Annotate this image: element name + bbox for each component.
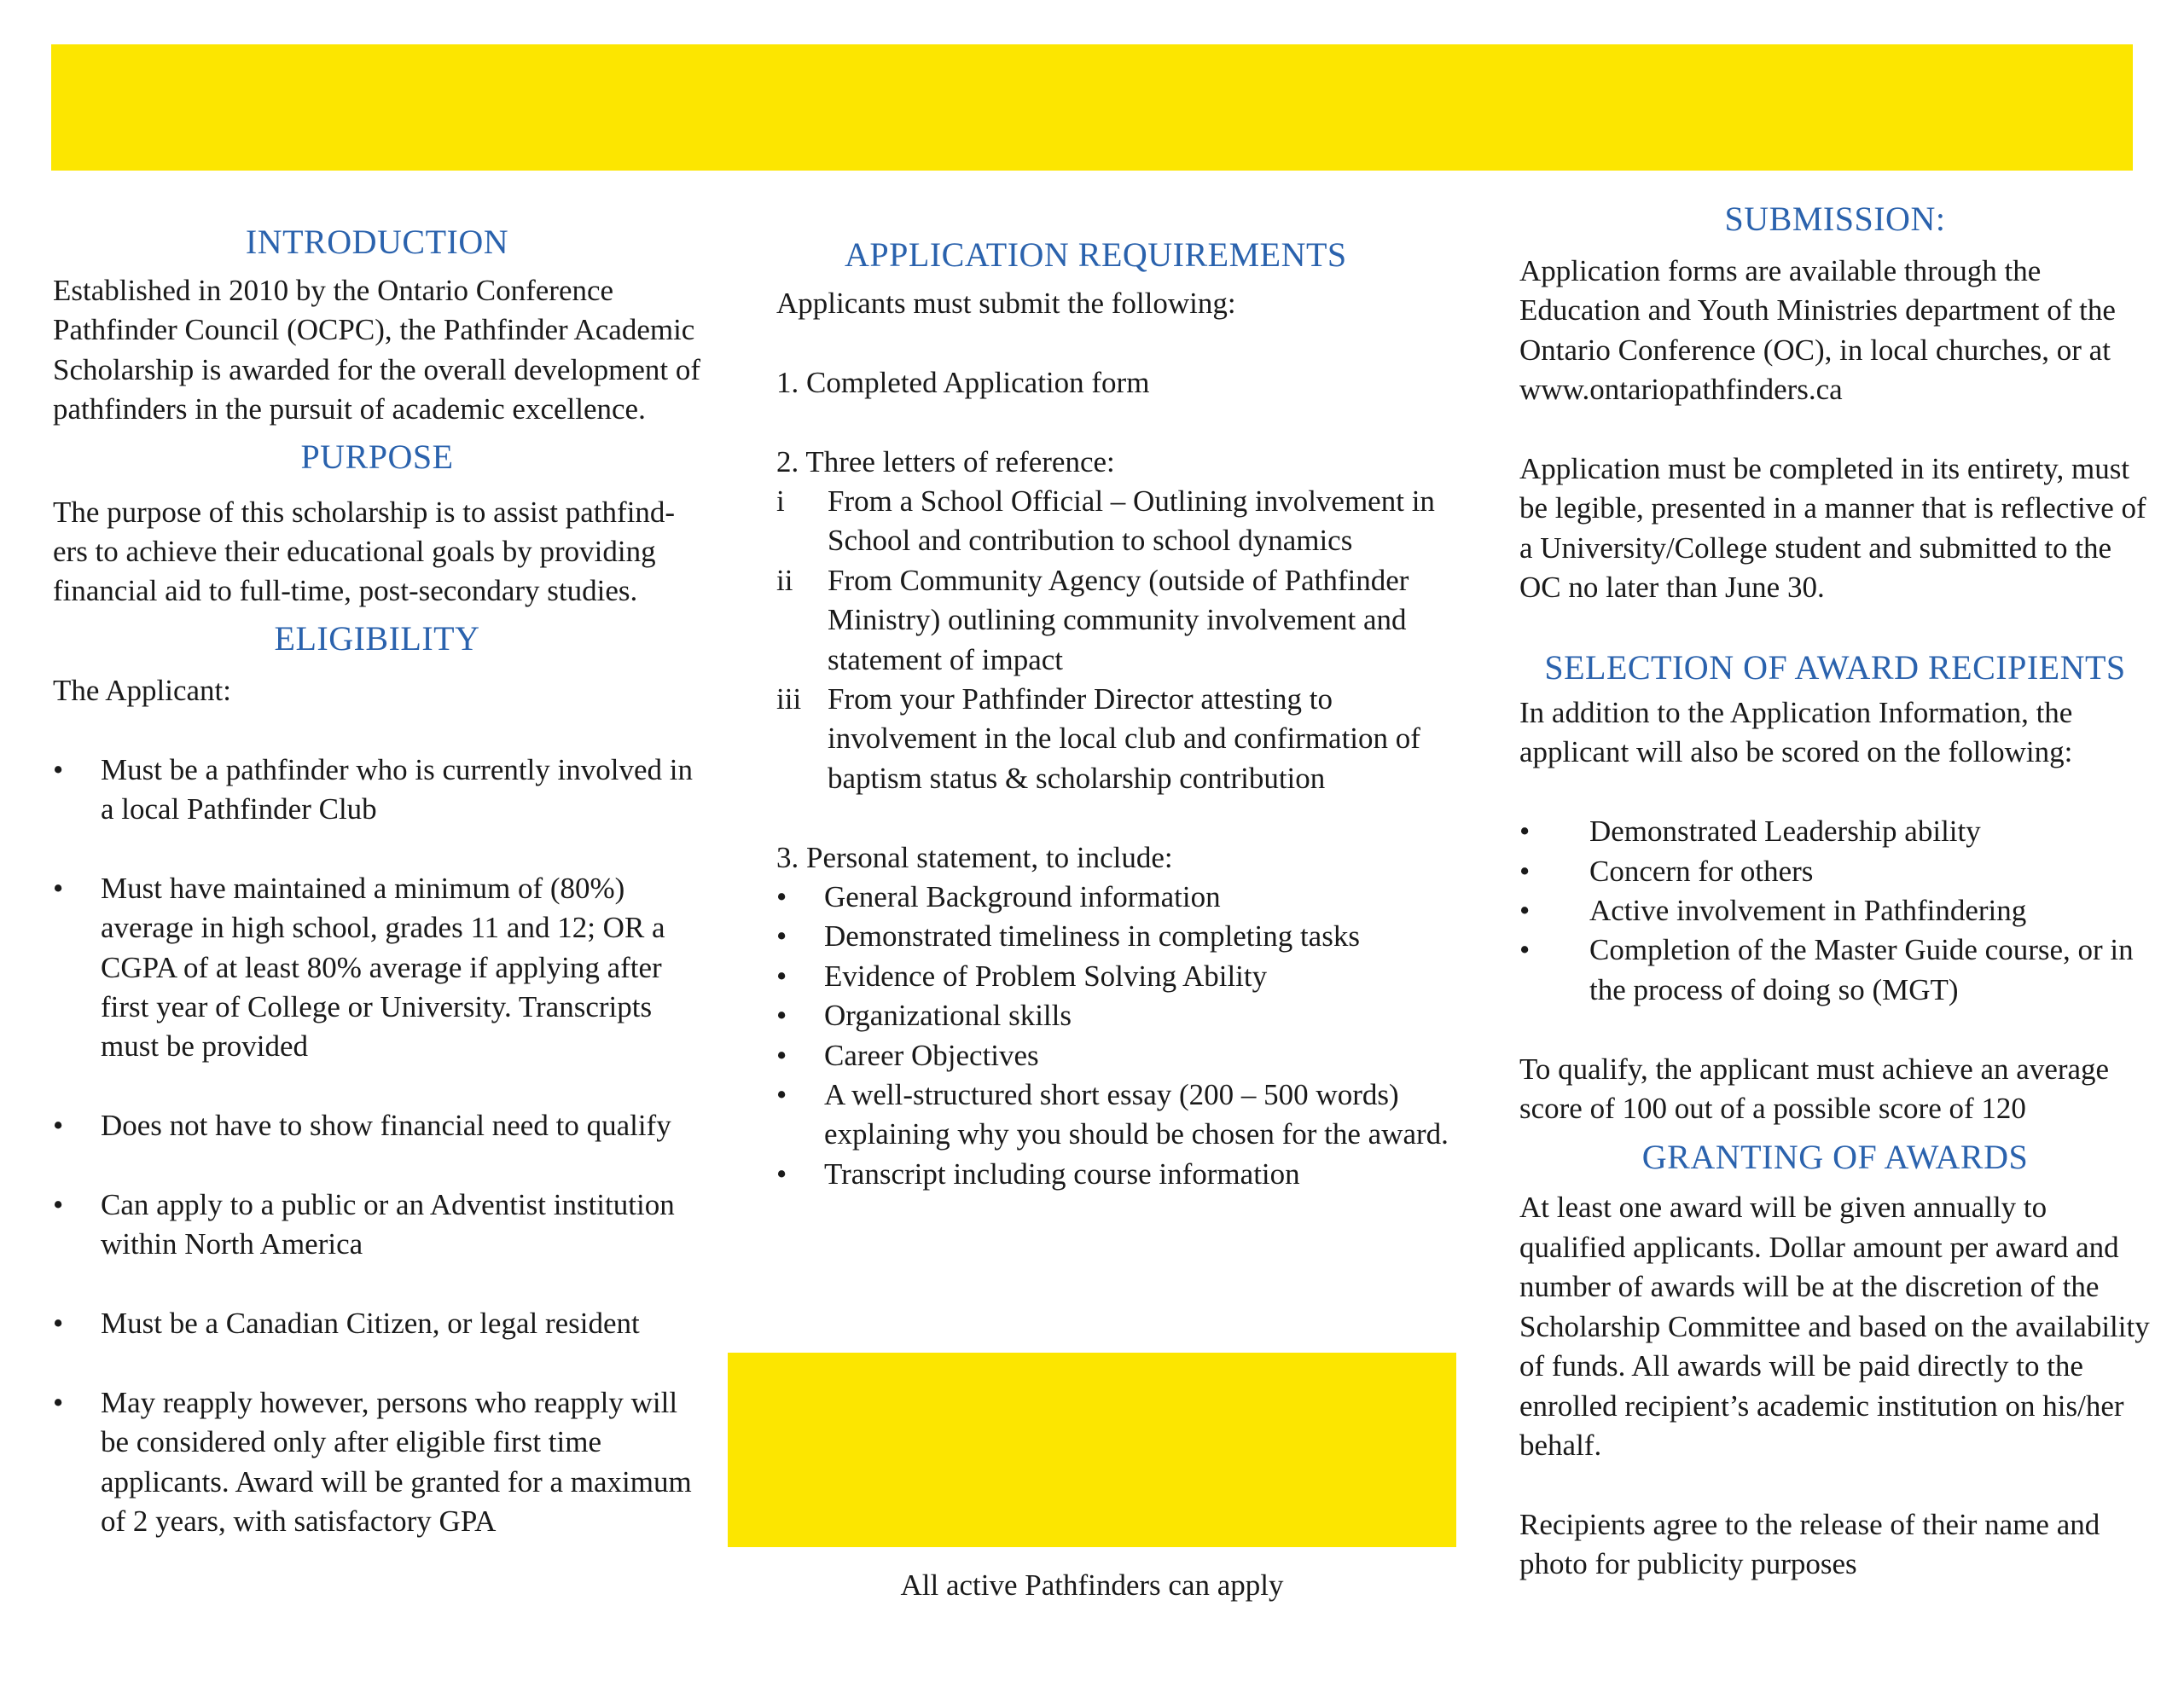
middle-yellow-block: [728, 1353, 1456, 1547]
statement-list: [776, 878, 1459, 1194]
top-yellow-banner: [51, 44, 2133, 171]
list-item: • Demonstrated Leadership ability: [1519, 815, 1981, 849]
requirement-references: 2. Three letters of reference:: [776, 444, 1115, 478]
purpose-heading: PURPOSE: [300, 437, 454, 476]
list-item: • Career Objectives: [776, 1038, 1039, 1072]
submission-heading: SUBMISSION:: [1724, 200, 1946, 238]
selection-lead: In addition to the Application Information, the applicant will also be scored on the following:: [1519, 696, 2073, 769]
introduction-heading: INTRODUCTION: [245, 223, 509, 261]
requirements-lead: Applicants must submit the following:: [776, 287, 1236, 320]
selection-criteria-list: [1519, 812, 2151, 1010]
eligibility-heading: ELIGIBILITY: [274, 618, 480, 658]
right-column: [1519, 199, 2151, 1585]
list-item: • Must be a Canadian Citizen, or legal resident: [53, 1307, 640, 1341]
selection-heading: SELECTION OF AWARD RECIPIENTS: [1544, 648, 2126, 687]
list-item: • Can apply to a public or an Adventist institution within North America: [53, 1188, 675, 1261]
publicity-text: Recipients agree to the release of their name and photo for publicity purposes: [1519, 1507, 2100, 1581]
granting-text: At least one award will be given annually to qualified applicants. Dollar amount per award and number of awards will be at the discretion of the Scholarship Committee and based on the availability of funds. All awards will be paid directly to the enrolled recipient’s academic institution on his/her behalf.: [1519, 1191, 2150, 1462]
submission-requirements-text: Application must be completed in its entirety, must be legible, presented in a manner that is reflective of a University/College student and submitted to the OC no later than June 30.: [1519, 452, 2146, 605]
granting-heading: GRANTING OF AWARDS: [1641, 1138, 2029, 1177]
list-item: • Must have maintained a minimum of (80%) average in high school, grades 11 and 12; OR a CGPA of at least 80% average if applying after first year of College or University. Transcripts must be provided: [53, 871, 665, 1064]
eligibility-lead: The Applicant:: [53, 673, 231, 707]
reference-item: iii From your Pathfinder Director attesting to involvement in the local club and confirmation of baptism status & scholarship contribution: [776, 682, 1420, 795]
requirement-personal-statement: 3. Personal statement, to include:: [776, 840, 1173, 874]
list-item: • A well-structured short essay (200 – 500 words) explaining why you should be chosen for the award.: [776, 1078, 1449, 1151]
list-item: • May reapply however, persons who reapply will be considered only after eligible first time applicants. Award will be granted for a maximum of 2 years, with satisfactory GPA: [53, 1386, 692, 1539]
reference-item: i From a School Official – Outlining involvement in School and contribution to school dynamics: [776, 484, 1435, 558]
list-item: • Active involvement in Pathfindering: [1519, 894, 2027, 928]
purpose-text: The purpose of this scholarship is to assist pathfind-ers to achieve their educational goals by providing financial aid to full-time, post-secondary studies.: [53, 495, 676, 608]
list-item: • Evidence of Problem Solving Ability: [776, 959, 1268, 993]
middle-column: [776, 235, 1459, 1194]
qualification-text: To qualify, the applicant must achieve an average score of 100 out of a possible score of 120: [1519, 1052, 2110, 1126]
requirement-application-form: 1. Completed Application form: [776, 365, 1150, 399]
list-item: • Concern for others: [1519, 854, 1814, 888]
left-column: [53, 222, 701, 1581]
reference-item: ii From Community Agency (outside of Pathfinder Ministry) outlining community involvement and statement of impact: [776, 563, 1409, 676]
list-item: • Transcript including course information: [776, 1157, 1300, 1191]
pathfinders-caption: All active Pathfinders can apply: [900, 1568, 1284, 1602]
list-item: • Must be a pathfinder who is currently involved in a local Pathfinder Club: [53, 752, 694, 826]
list-item: • Does not have to show financial need to qualify: [53, 1109, 671, 1143]
list-item: • Organizational skills: [776, 999, 1072, 1033]
requirements-heading: APPLICATION REQUIREMENTS: [845, 235, 1347, 274]
eligibility-list: [53, 751, 701, 1542]
list-item: • Demonstrated timeliness in completing tasks: [776, 919, 1360, 954]
list-item: • Completion of the Master Guide course, or in the process of doing so (MGT): [1519, 933, 2134, 1006]
submission-text: Application forms are available through the Education and Youth Ministries department of the Ontario Conference (OC), in local churches, or at www.ontariopathfinders.ca: [1519, 254, 2116, 407]
introduction-text: Established in 2010 by the Ontario Conference Pathfinder Council (OCPC), the Pathfinder Academic Scholarship is awarded for the overall development of pathfinders in the pursuit of academic excellence.: [53, 274, 701, 426]
list-item: • General Background information: [776, 880, 1221, 914]
